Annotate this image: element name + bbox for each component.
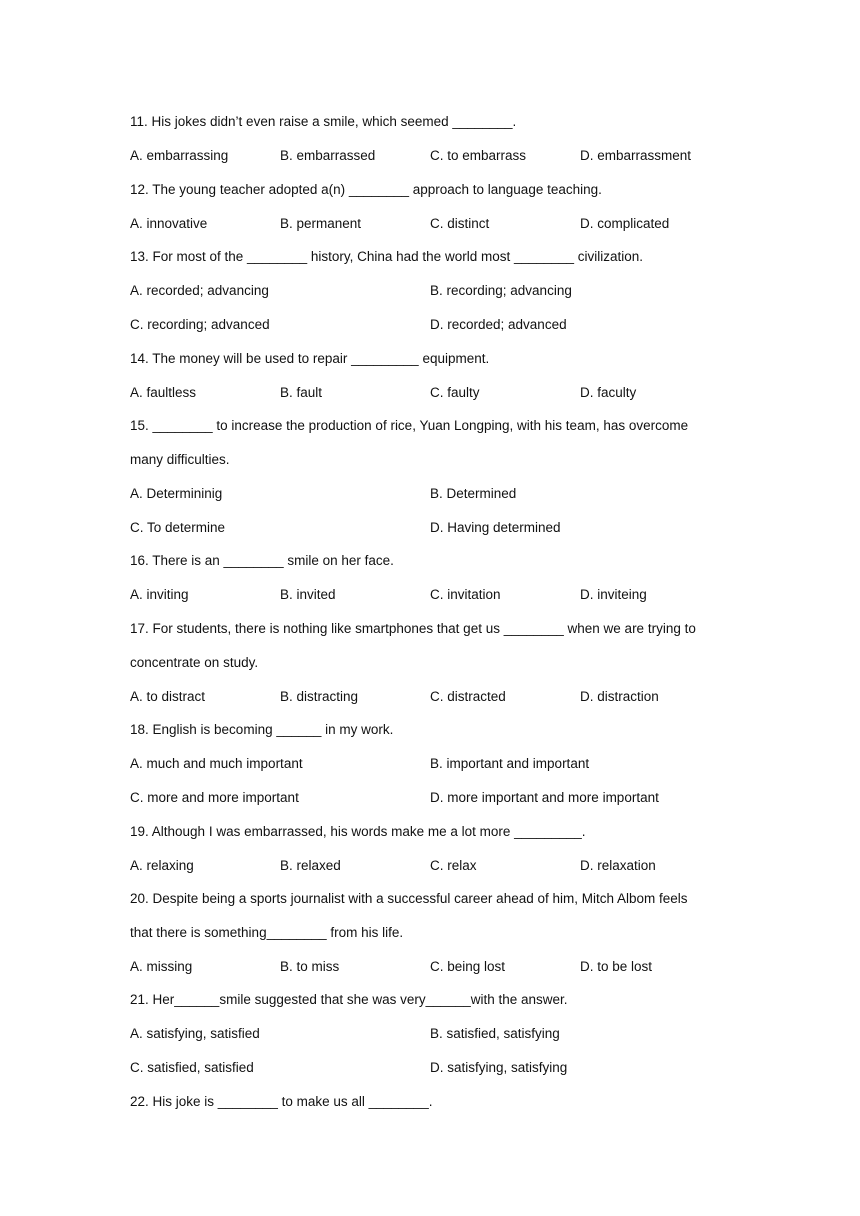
question-20-option-a: A. missing: [130, 959, 193, 974]
question-12-option-d: D. complicated: [580, 216, 670, 231]
question-17-stem-line-1: 17. For students, there is nothing like smartphones that get us ________ when we are trying to: [130, 621, 696, 636]
question-15-option-c: C. To determine: [130, 520, 226, 535]
question-15-option-b: B. Determined: [430, 486, 517, 501]
question-18-option-c: C. more and more important: [130, 790, 299, 805]
question-13-option-b: B. recording; advancing: [430, 283, 572, 298]
question-16-option-c: C. invitation: [430, 587, 501, 602]
question-13-option-a: A. recorded; advancing: [130, 283, 269, 298]
question-17-option-d: D. distraction: [580, 689, 659, 704]
question-17-option-b: B. distracting: [280, 689, 359, 704]
question-19-option-a: A. relaxing: [130, 858, 194, 873]
question-19-stem: 19. Although I was embarrassed, his words make me a lot more _________.: [130, 824, 586, 839]
question-20-option-b: B. to miss: [280, 959, 340, 974]
question-21-option-d: D. satisfying, satisfying: [430, 1060, 568, 1075]
question-14-option-d: D. faculty: [580, 385, 637, 400]
question-16-option-d: D. inviteing: [580, 587, 647, 602]
question-12-option-a: A. innovative: [130, 216, 208, 231]
question-21-option-b: B. satisfied, satisfying: [430, 1026, 560, 1041]
question-14-option-a: A. faultless: [130, 385, 197, 400]
question-16-option-b: B. invited: [280, 587, 336, 602]
question-11-option-d: D. embarrassment: [580, 148, 692, 163]
question-21-option-a: A. satisfying, satisfied: [130, 1026, 260, 1041]
question-15-stem-line-1: 15. ________ to increase the production of rice, Yuan Longping, with his team, has overcome: [130, 418, 689, 433]
question-20-stem-line-2: that there is something________ from his life.: [130, 925, 404, 940]
question-11-option-b: B. embarrassed: [280, 148, 376, 163]
question-12-stem: 12. The young teacher adopted a(n) ________ approach to language teaching.: [130, 182, 602, 197]
question-13-stem: 13. For most of the ________ history, China had the world most ________ civilization.: [130, 249, 644, 264]
question-15-option-a: A. Determininig: [130, 486, 223, 501]
question-14-option-c: C. faulty: [430, 385, 480, 400]
question-12-option-b: B. permanent: [280, 216, 362, 231]
question-17-option-a: A. to distract: [130, 689, 206, 704]
question-15-stem-line-2: many difficulties.: [130, 452, 230, 467]
question-16-option-a: A. inviting: [130, 587, 189, 602]
question-22-stem: 22. His joke is ________ to make us all ________.: [130, 1094, 433, 1109]
question-20-stem-line-1: 20. Despite being a sports journalist with a successful career ahead of him, Mitch Albom feels: [130, 891, 688, 906]
question-12-option-c: C. distinct: [430, 216, 490, 231]
question-19-option-b: B. relaxed: [280, 858, 341, 873]
question-15-option-d: D. Having determined: [430, 520, 561, 535]
question-18-stem: 18. English is becoming ______ in my work.: [130, 722, 394, 737]
question-19-option-c: C. relax: [430, 858, 477, 873]
question-13-option-c: C. recording; advanced: [130, 317, 270, 332]
question-11-option-c: C. to embarrass: [430, 148, 527, 163]
question-13-option-d: D. recorded; advanced: [430, 317, 567, 332]
question-19-option-d: D. relaxation: [580, 858, 656, 873]
question-18-option-a: A. much and much important: [130, 756, 303, 771]
question-17-option-c: C. distracted: [430, 689, 506, 704]
question-21-stem: 21. Her______smile suggested that she was very______with the answer.: [130, 992, 568, 1007]
question-18-option-d: D. more important and more important: [430, 790, 659, 805]
question-16-stem: 16. There is an ________ smile on her face.: [130, 553, 394, 568]
question-17-stem-line-2: concentrate on study.: [130, 655, 259, 670]
question-11-option-a: A. embarrassing: [130, 148, 229, 163]
question-11-stem: 11. His jokes didn’t even raise a smile, which seemed ________.: [130, 114, 517, 129]
question-20-option-d: D. to be lost: [580, 959, 653, 974]
question-14-stem: 14. The money will be used to repair _________ equipment.: [130, 351, 490, 366]
question-21-option-c: C. satisfied, satisfied: [130, 1060, 254, 1075]
question-20-option-c: C. being lost: [430, 959, 506, 974]
question-14-option-b: B. fault: [280, 385, 323, 400]
question-18-option-b: B. important and important: [430, 756, 590, 771]
